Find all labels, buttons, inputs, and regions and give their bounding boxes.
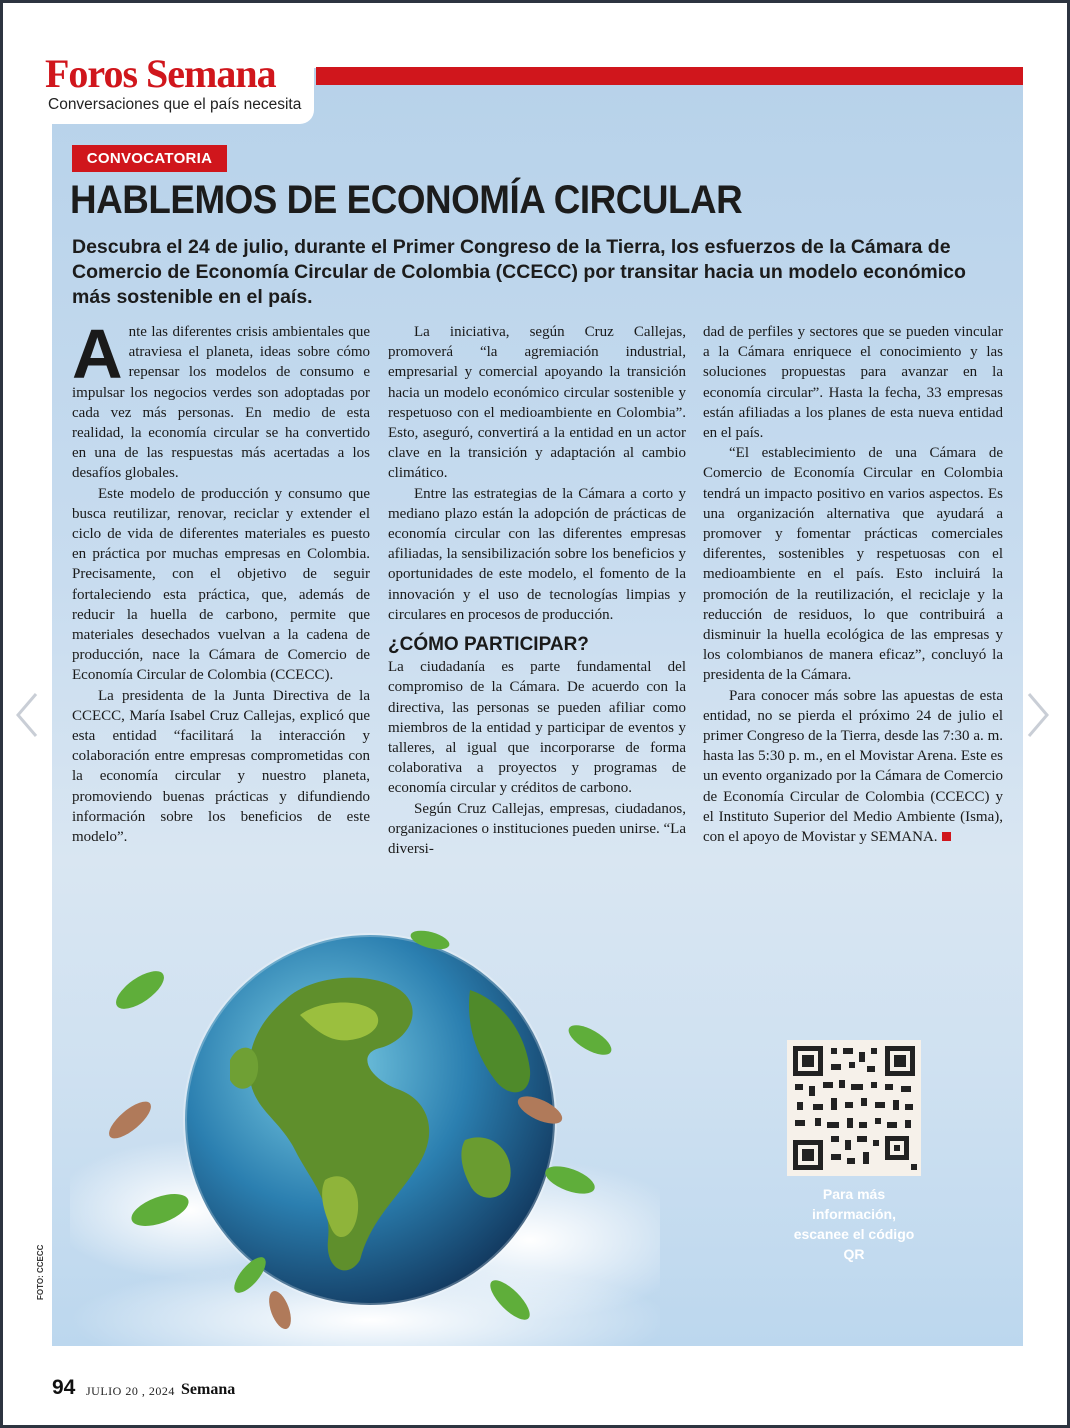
magazine-name: Semana — [181, 1381, 236, 1398]
headline: HABLEMOS DE ECONOMÍA CIRCULAR — [70, 178, 743, 222]
paragraph: La iniciativa, según Cruz Callejas, promoverá “la agremiación industrial, empresarial y comercial apoyando la transición hacia un modelo económico circular sostenible y respetuoso con el medioambiente en Colombia”. Esto, aseguró, convertirá a la entidad en un actor clave en la transición y adaptación al cambio climático. — [388, 324, 686, 482]
body-column-3 — [703, 322, 1003, 847]
dropcap: A — [72, 315, 123, 393]
paragraph: “El establecimiento de una Cámara de Comercio de Economía Circular en Colombia tendrá un impacto positivo en varios aspectos. Es una organización alternativa que ayudará a promover y fomentar prácticas comerciales diferentes, sostenibles y respetuosas con el medioambiente en el país. Esto incluirá la promoción de la reutilización, el reciclaje y la reducción de residuos, lo que contribuirá a disminuir la huella ecológica de las empresas y los colombianos de manera eficaz”, concluyó la presidenta de la Cámara. — [703, 445, 1003, 684]
qr-caption: Para más información, escanee el código QR — [793, 1186, 915, 1262]
issue-date: JULIO 20 , 2024 — [86, 1384, 175, 1398]
paragraph: Entre las estrategias de la Cámara a corto y mediano plazo están la adopción de prácticas de economía circular con las diferentes empresas afiliadas, la sensibilización sobre los beneficios y oportunidades de este modelo, el fomento de la innovación y el uso de tecnologías limpias y circulares en procesos de producción. — [388, 485, 686, 623]
paragraph: La presidenta de la Junta Directiva de la CCECC, María Isabel Cruz Callejas, explicó que esta entidad “facilitará la interacción y colaboración entre empresas comprometidas con la economía circular y nuestro planeta, promoviendo buenas prácticas y difundiendo información sobre los beneficios de este modelo”. — [72, 687, 370, 846]
chevron-left-icon[interactable] — [12, 690, 42, 740]
end-mark — [942, 832, 951, 841]
photo-credit: FOTO: CCECC — [36, 1244, 45, 1300]
paragraph: Este modelo de producción y consumo que busca reutilizar, renovar, reciclar y extender el ciclo de vida de diferentes materiales es puesto en práctica por muchas empresas en Colombia. Precisamente, con el objetivo de seguir fortaleciendo esta práctica, que, además de reducir la huella de carbono, permite que materiales desechados vuelvan a la cadena de producción, nace la Cámara de Comercio de Economía Circular de Colombia (CCECC). — [72, 485, 370, 684]
brand-subtitle: Conversaciones que el país necesita — [48, 96, 302, 113]
body-column-2 — [388, 322, 686, 859]
section-tag: CONVOCATORIA — [72, 145, 227, 172]
paragraph: Según Cruz Callejas, empresas, ciudadanos, organizaciones o instituciones pueden unirse. “La diversi- — [388, 800, 686, 858]
brand-title: Foros Semana — [45, 51, 276, 96]
dek: Descubra el 24 de julio, durante el Primer Congreso de la Tierra, los esfuerzos de la Cámara de Comercio de Economía Circular de Colombia (CCECC) por transitar hacia un modelo económico más sostenible en el país. — [72, 236, 966, 308]
paragraph: Ante las diferentes crisis ambientales que atraviesa el planeta, ideas sobre cómo repensar los modelos de consumo e impulsar los negocios verdes son adoptadas por cada vez más personas. En medio de esta realidad, la economía circular se ha convertido en una de las respuestas más acertadas a los desafíos globales. — [72, 315, 370, 482]
subhead: ¿CÓMO PARTICIPAR? — [388, 634, 589, 656]
body-column-1 — [72, 315, 370, 847]
header-rule — [316, 67, 1023, 85]
paragraph: Para conocer más sobre las apuestas de esta entidad, no se pierda el próximo 24 de julio el primer Congreso de la Tierra, desde las 7:30 a. m. hasta las 5:30 p. m., en el Movistar Arena. Este es un evento organizado por la Cámara de Comercio de Economía Circular de Colombia (CCECC) y el Instituto Superior del Medio Ambiente (Isma), con el apoyo de Movistar y SEMANA. — [703, 687, 1003, 846]
paragraph: La ciudadanía es parte fundamental del compromiso de la Cámara. De acuerdo con la directiva, las personas se pueden afiliar como miembros de la entidad y participar de eventos y talleres, al igual que incorporarse de forma colaborativa a proyectos y programas de economía circular y créditos de carbono. — [388, 659, 686, 797]
qr-code-icon[interactable] — [787, 1040, 921, 1176]
chevron-right-icon[interactable] — [1023, 690, 1053, 740]
page-number: 94 — [52, 1376, 76, 1399]
paragraph: dad de perfiles y sectores que se pueden vincular a la Cámara enriquece el conocimiento y las soluciones propuestas para avanzar en la economía circular”. Hasta la fecha, 33 empresas están afiliadas a los planes de esta nueva entidad en el país. — [703, 324, 1003, 442]
globe-illustration — [70, 880, 660, 1346]
